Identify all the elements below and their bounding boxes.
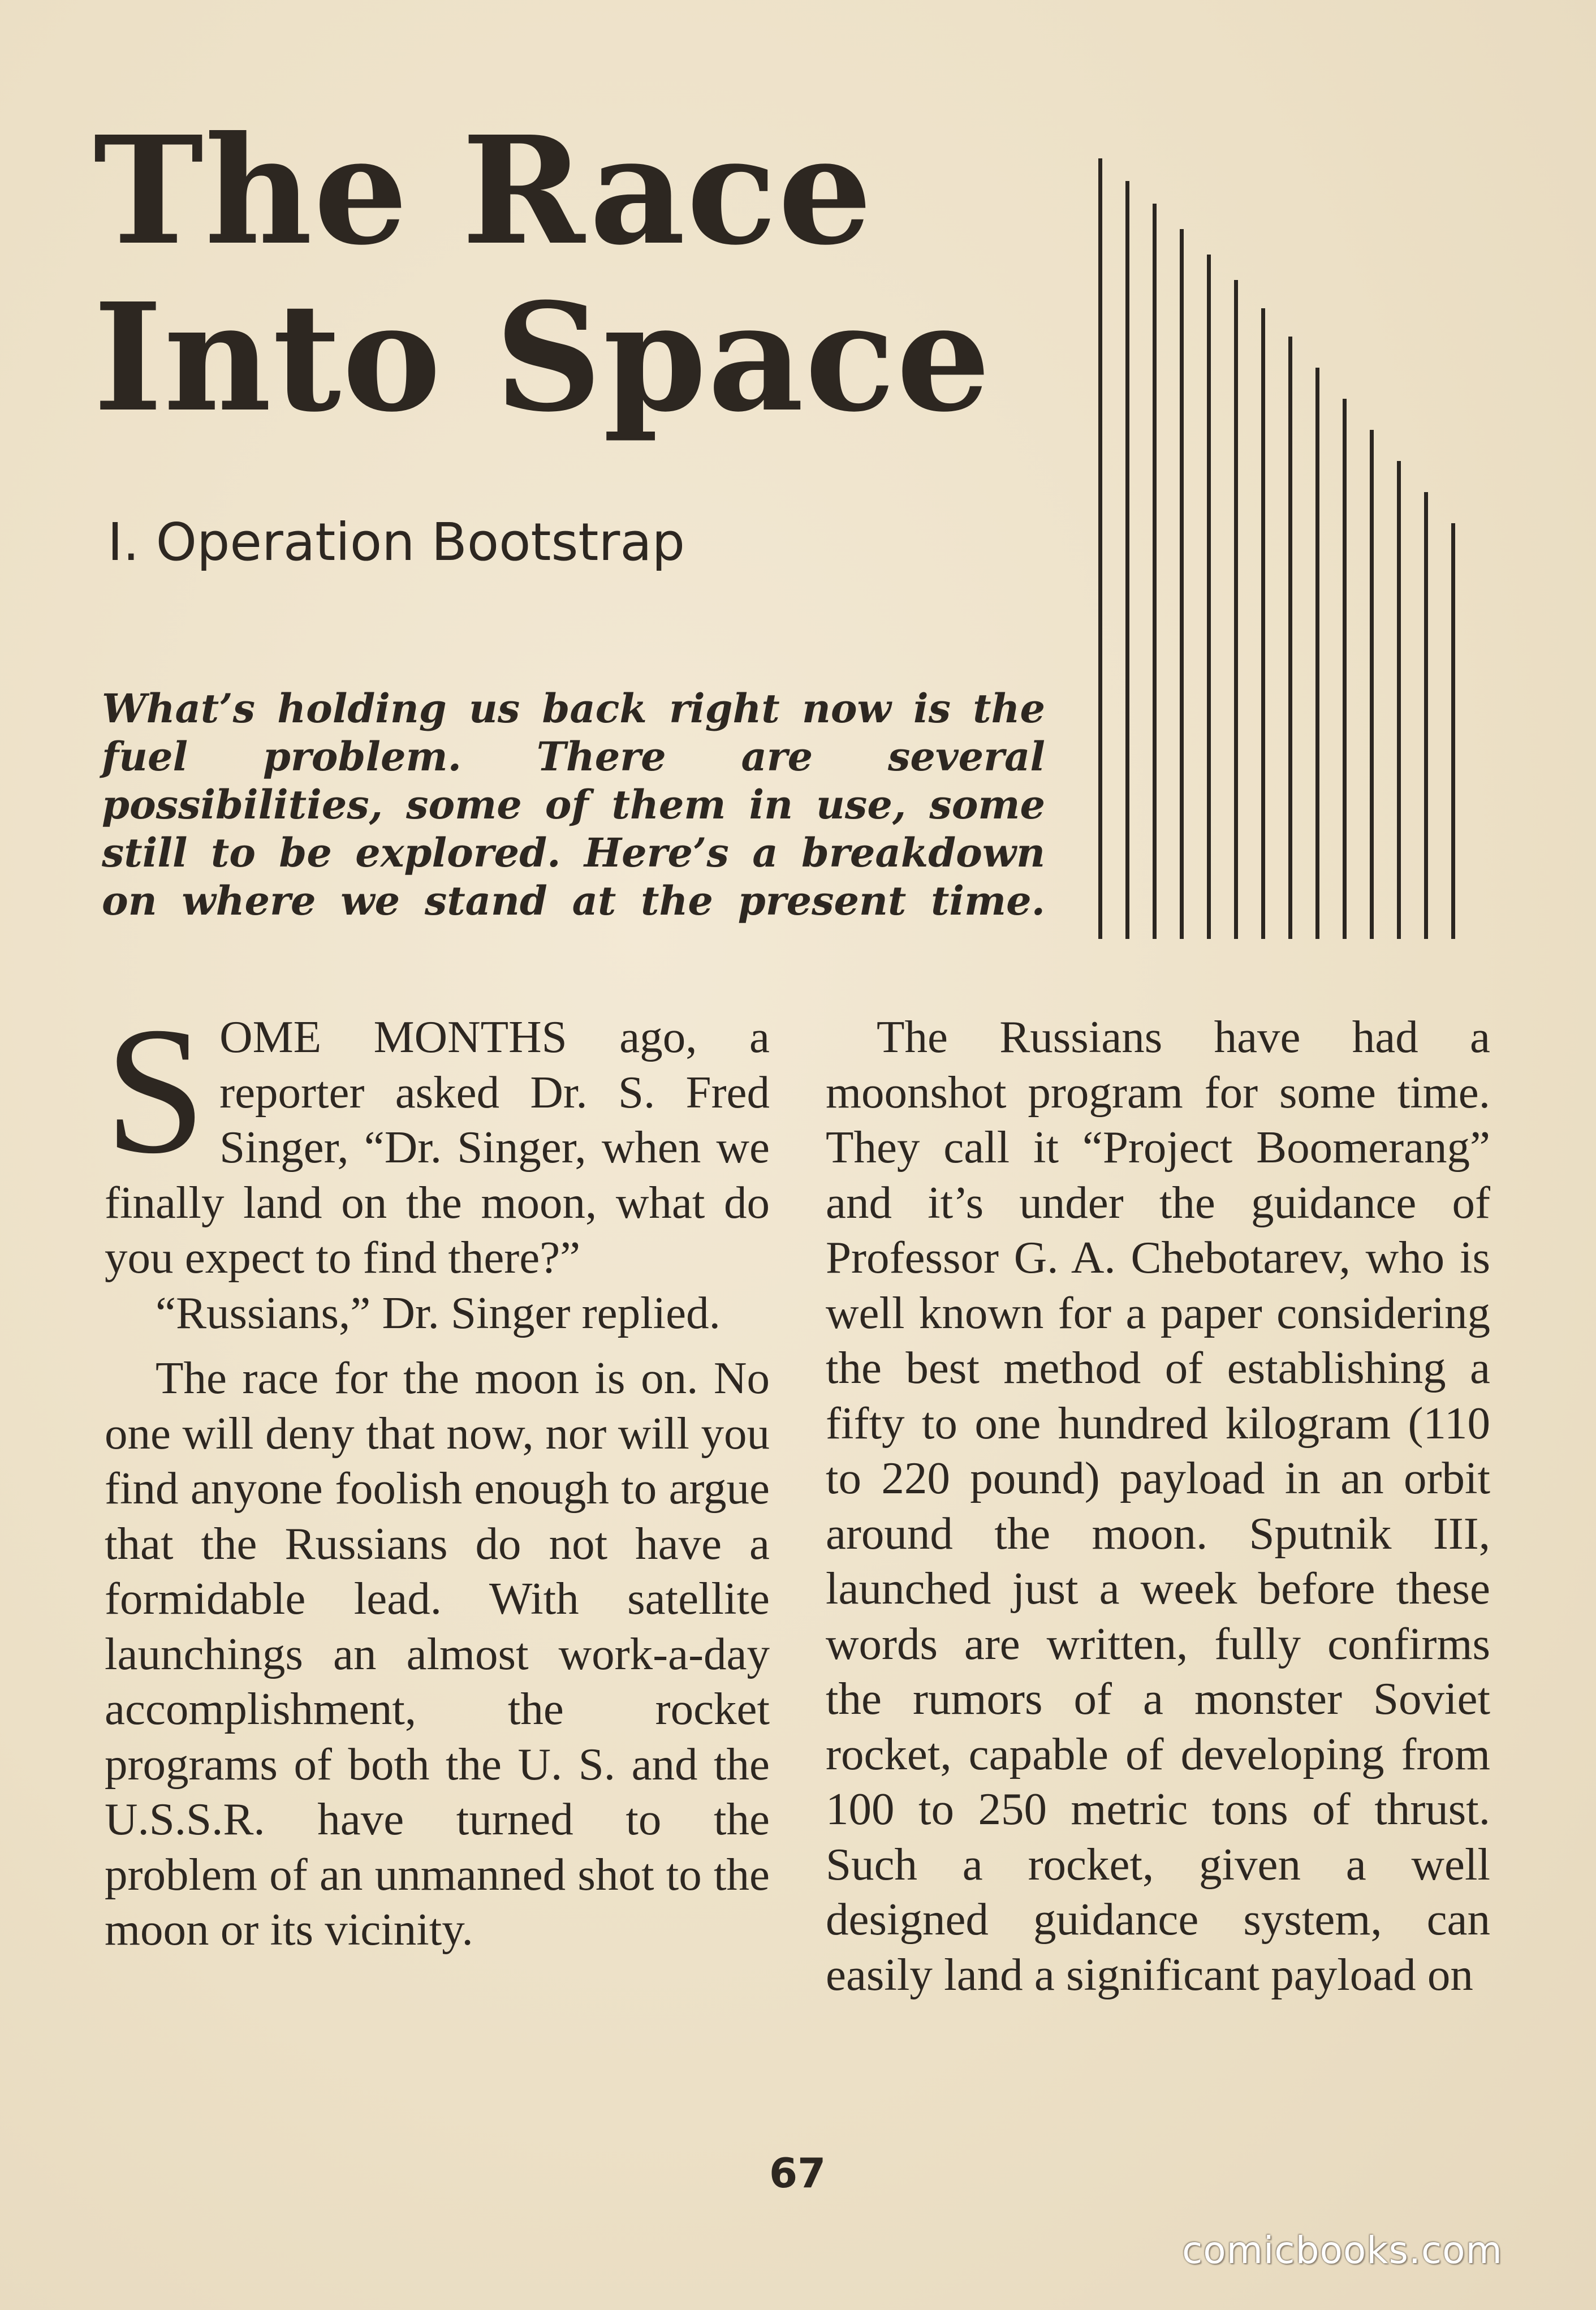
decorative-line [1288, 337, 1292, 939]
paragraph [105, 989, 770, 1286]
decorative-line [1343, 399, 1347, 939]
decorative-line [1234, 280, 1238, 939]
decorative-line [1370, 430, 1374, 939]
decorative-line [1098, 158, 1102, 939]
article-column-left [105, 989, 770, 1958]
paragraph: The Russians have had a moonshot program for some time. They call it “Project Boomerang” and it’s under the guidance of Professor G. A. Chebotarev, who is well known for a paper considering the best method of establishing a fifty to one hundred kilogram (110 to 220 pound) payload in an orbit around the moon. Sputnik III, launched just a week before these words are written, fully confirms the rumors of a monster Soviet rocket, capable of developing from 100 to 250 metric tons of thrust. Such a rocket, given a well designed guidance system, can easily land a significant payload on [826, 1011, 1490, 2000]
decorative-line [1315, 368, 1319, 939]
decorative-line [1180, 229, 1184, 939]
decorative-line [1153, 204, 1157, 939]
decorative-line [1451, 523, 1455, 939]
article-column-right [826, 1010, 1490, 2002]
title-line-2: Into Space [93, 270, 992, 445]
decorative-line [1207, 255, 1211, 939]
paragraph: The race for the moon is on. No one will deny that now, nor will you find anyone foolish enough to argue that the Russians do not have a formidable lead. With satellite launchings an almost work-a-day accomplishment, the rocket programs of both the U. S. and the U.S.S.R. have turned to the problem of an unmanned shot to the moon or its vicinity. [105, 1352, 770, 1955]
decorative-line [1125, 181, 1129, 939]
title-line-1: The Race [93, 104, 874, 278]
decorative-line [1261, 308, 1265, 939]
decorative-line [1397, 461, 1401, 939]
intro-blurb: What’s holding us back right now is the fuel problem. There are several possibilities, some of them in use, some still to be explored. Here’s a breakdown on where we stand at the present time. [102, 685, 1045, 924]
page-number: 67 [769, 2149, 826, 2197]
decorative-line [1424, 492, 1428, 939]
section-heading: I. Operation Bootstrap [107, 512, 685, 572]
decorative-lines [1097, 153, 1493, 939]
watermark: comicbooks.com [1182, 2229, 1503, 2272]
article-title [93, 104, 1055, 445]
drop-cap: S [105, 989, 206, 1191]
paragraph-text: OME MONTHS ago, a reporter asked Dr. S. Fred Singer, “Dr. Singer, when we finally land on the moon, what do you expect to find there?” [105, 1011, 770, 1283]
paragraph: “Russians,” Dr. Singer replied. [156, 1287, 721, 1338]
